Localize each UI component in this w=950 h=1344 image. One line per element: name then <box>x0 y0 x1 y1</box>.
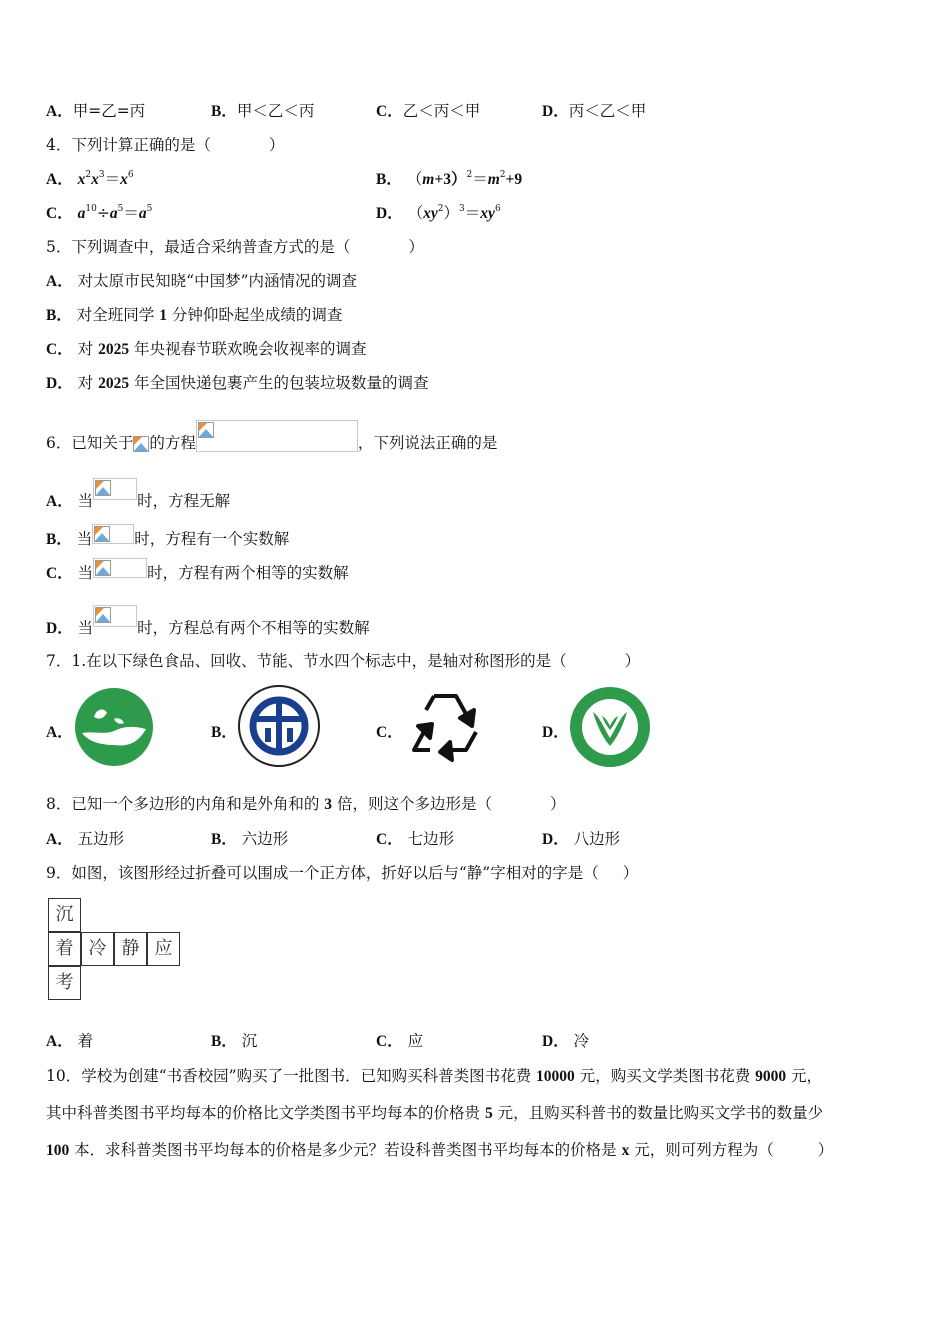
q9-option-a[interactable]: A． 着 <box>46 1032 94 1050</box>
q4-option-b[interactable]: B． $(m+3)^2=m^2+9$ <box>376 170 523 188</box>
broken-image-icon <box>92 524 134 544</box>
q4-option-c[interactable]: C． $a^{10}\div a^5=a^5$ <box>46 204 153 222</box>
q8-option-a[interactable]: A． 五边形 <box>46 830 125 848</box>
q5-option-c[interactable]: C． 对 2025 年央视春节联欢晚会收视率的调查 <box>46 340 367 358</box>
q8-stem: 8．已知一个多边形的内角和是外角和的 3 倍，则这个多边形是（ ） <box>46 795 566 813</box>
broken-image-icon <box>133 436 149 452</box>
q10-line-2: 其中科普类图书平均每本的价格比文学类图书平均每本的价格贵 5 元，且购买科普书的数量比购买文学书的数量少 <box>46 1104 824 1122</box>
net-cell-row-1: 着 <box>48 932 81 966</box>
q5-option-a[interactable]: A． 对太原市民知晓“中国梦”内涵情况的调查 <box>46 272 357 290</box>
water-saving-logo-icon[interactable] <box>74 687 154 767</box>
broken-image-equation <box>196 420 358 452</box>
q3-option-a[interactable]: A．甲=乙=丙 <box>46 102 146 120</box>
recycle-logo-icon[interactable] <box>404 688 486 768</box>
q4-stem: 4．下列计算正确的是（ ） <box>46 136 285 154</box>
q10-line-3: 100 本．求科普类图书平均每本的价格是多少元？若设科普类图书平均每本的价格是 x 元，则可列方程为（ ） <box>46 1141 834 1159</box>
q7-stem: 7．1.在以下绿色食品、回收、节能、节水四个标志中，是轴对称图形的是（ ） <box>46 652 641 670</box>
q9-option-d[interactable]: D． 冷 <box>542 1032 590 1050</box>
q7-option-d-label[interactable]: D． <box>542 724 569 741</box>
q9-stem: 9．如图，该图形经过折叠可以围成一个正方体，折好以后与“静”字相对的字是（ ） <box>46 864 639 882</box>
q7-option-a-label[interactable]: A． <box>46 724 73 741</box>
q3-option-d[interactable]: D．丙＜乙＜甲 <box>542 102 647 120</box>
net-cell-bottom: 考 <box>48 966 81 1000</box>
q8-option-c[interactable]: C． 七边形 <box>376 830 455 848</box>
q6-option-d[interactable]: D． 当 时，方程总有两个不相等的实数解 <box>46 605 370 639</box>
broken-image-icon <box>93 478 137 500</box>
broken-image-icon <box>93 605 137 627</box>
net-cell-row-4: 应 <box>147 932 180 966</box>
net-cell-row-2: 冷 <box>81 932 114 966</box>
q7-option-c-label[interactable]: C． <box>376 724 403 741</box>
net-cell-row-3: 静 <box>114 932 147 966</box>
q3-option-c[interactable]: C．乙＜丙＜甲 <box>376 102 481 120</box>
q4-option-a[interactable]: A． $x^2x^3=x^6$ <box>46 170 134 188</box>
cube-net-figure <box>46 896 184 1002</box>
q6-stem: 6．已知关于 的方程 ，下列说法正确的是 <box>46 420 497 453</box>
net-cell-top: 沉 <box>48 898 81 932</box>
q6-option-c[interactable]: C． 当 时，方程有两个相等的实数解 <box>46 558 349 584</box>
green-food-logo-icon[interactable] <box>569 686 651 768</box>
q3-option-b[interactable]: B．甲＜乙＜丙 <box>211 102 315 120</box>
q9-option-c[interactable]: C． 应 <box>376 1032 424 1050</box>
energy-saving-logo-icon[interactable] <box>237 684 321 768</box>
q5-option-b[interactable]: B． 对全班同学 1 分钟仰卧起坐成绩的调查 <box>46 306 343 324</box>
q4-option-d[interactable]: D． $(xy^2)^3=xy^6$ <box>376 204 501 222</box>
q6-option-b[interactable]: B． 当 时，方程有一个实数解 <box>46 524 289 550</box>
q9-option-b[interactable]: B． 沉 <box>211 1032 258 1050</box>
q5-stem: 5．下列调查中，最适合采纳普查方式的是（ ） <box>46 238 424 256</box>
q10-line-1: 10．学校为创建“书香校园”购买了一批图书．已知购买科普类图书花费 10000 元，购买文学类图书花费 9000 元， <box>46 1067 823 1085</box>
broken-image-icon <box>93 558 147 578</box>
q8-option-d[interactable]: D． 八边形 <box>542 830 621 848</box>
q5-option-d[interactable]: D． 对 2025 年全国快递包裹产生的包装垃圾数量的调查 <box>46 374 429 392</box>
q6-option-a[interactable]: A． 当 时，方程无解 <box>46 478 230 512</box>
q8-option-b[interactable]: B． 六边形 <box>211 830 289 848</box>
q7-option-b-label[interactable]: B． <box>211 724 237 741</box>
